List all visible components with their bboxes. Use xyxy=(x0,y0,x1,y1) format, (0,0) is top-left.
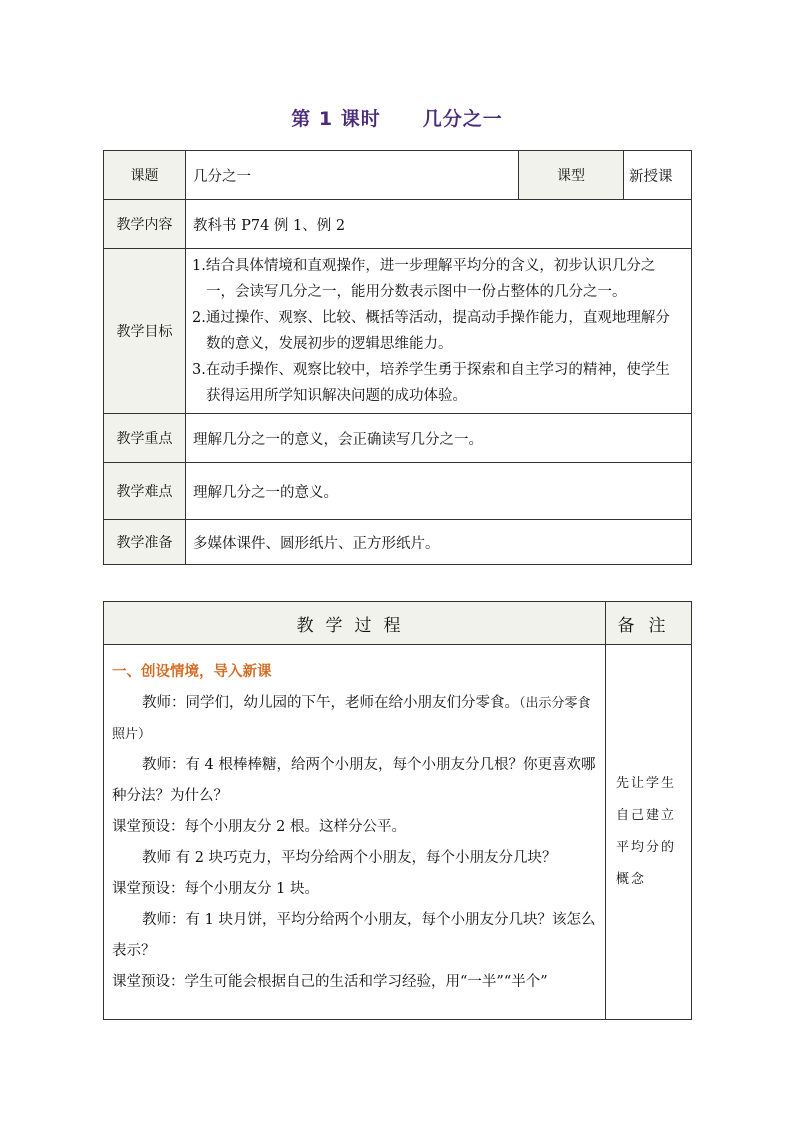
content-value: 教科书 P74 例 1、例 2 xyxy=(186,200,692,249)
paragraph: 教师：有 4 根棒棒糖，给两个小朋友，每个小朋友分几根？你更喜欢哪种分法？为什么？ xyxy=(112,757,596,804)
preparation-value: 多媒体课件、圆形纸片、正方形纸片。 xyxy=(186,520,692,565)
side-note: 先让学生自己建立平均分的概念 xyxy=(616,776,677,887)
paragraph: 课堂预设：每个小朋友分 1 块。 xyxy=(112,881,319,897)
goal-item: 2.通过操作、观察、比较、概括等活动，提高动手操作能力，直观地理解分数的意义，发展初步的逻辑思维能力。 xyxy=(192,310,670,352)
row-topic xyxy=(104,151,692,200)
row-goals xyxy=(104,249,692,414)
lesson-topic: 几分之一 xyxy=(422,108,503,130)
notes-header: 备注 xyxy=(606,602,692,645)
key-point-value: 理解几分之一的意义，会正确读写几分之一。 xyxy=(186,414,692,463)
type-label: 课型 xyxy=(519,151,624,200)
lesson-info-table xyxy=(103,150,692,565)
row-content xyxy=(104,200,692,249)
row-key-point xyxy=(104,414,692,463)
topic-label: 课题 xyxy=(104,151,186,200)
goal-item: 1.结合具体情境和直观操作，进一步理解平均分的含义，初步认识几分之一，会读写几分之一，能用分数表示图中一份占整体的几分之一。 xyxy=(192,258,656,300)
teaching-process-table xyxy=(103,601,692,1020)
difficulty-label: 教学难点 xyxy=(104,463,186,520)
paragraph: 教师 有 2 块巧克力，平均分给两个小朋友，每个小朋友分几块？ xyxy=(142,850,557,866)
handwritten-note: （出示分零食照片） xyxy=(112,696,591,742)
process-header-row xyxy=(104,602,692,645)
type-value: 新授课 xyxy=(624,151,692,200)
process-body-row xyxy=(104,645,692,1020)
paragraph: 教师：有 1 块月饼，平均分给两个小朋友，每个小朋友分几块？该怎么表示？ xyxy=(112,912,596,959)
process-content xyxy=(104,645,606,1020)
section-title: 一、创设情境，导入新课 xyxy=(112,664,272,680)
preparation-label: 教学准备 xyxy=(104,520,186,565)
topic-value: 几分之一 xyxy=(186,151,519,200)
content-label: 教学内容 xyxy=(104,200,186,249)
page-title xyxy=(0,104,794,131)
key-point-label: 教学重点 xyxy=(104,414,186,463)
process-header: 教学过程 xyxy=(104,602,606,645)
difficulty-value: 理解几分之一的意义。 xyxy=(186,463,692,520)
paragraph xyxy=(112,688,599,750)
paragraph: 课堂预设：学生可能会根据自己的生活和学习经验，用“一半”“半个” xyxy=(112,974,548,990)
goal-item: 3.在动手操作、观察比较中，培养学生勇于探索和自主学习的精神，使学生获得运用所学知识解决问题的成功体验。 xyxy=(192,362,670,404)
lesson-number: 第 1 课时 xyxy=(291,108,381,130)
notes-cell xyxy=(606,645,692,1020)
row-difficulty xyxy=(104,463,692,520)
row-preparation xyxy=(104,520,692,565)
paragraph-text: 教师：同学们，幼儿园的下午，老师在给小朋友们分零食。 xyxy=(142,695,519,711)
paragraph: 课堂预设：每个小朋友分 2 根。这样分公平。 xyxy=(112,819,406,835)
goals-label: 教学目标 xyxy=(104,249,186,414)
goals-list xyxy=(186,249,692,414)
